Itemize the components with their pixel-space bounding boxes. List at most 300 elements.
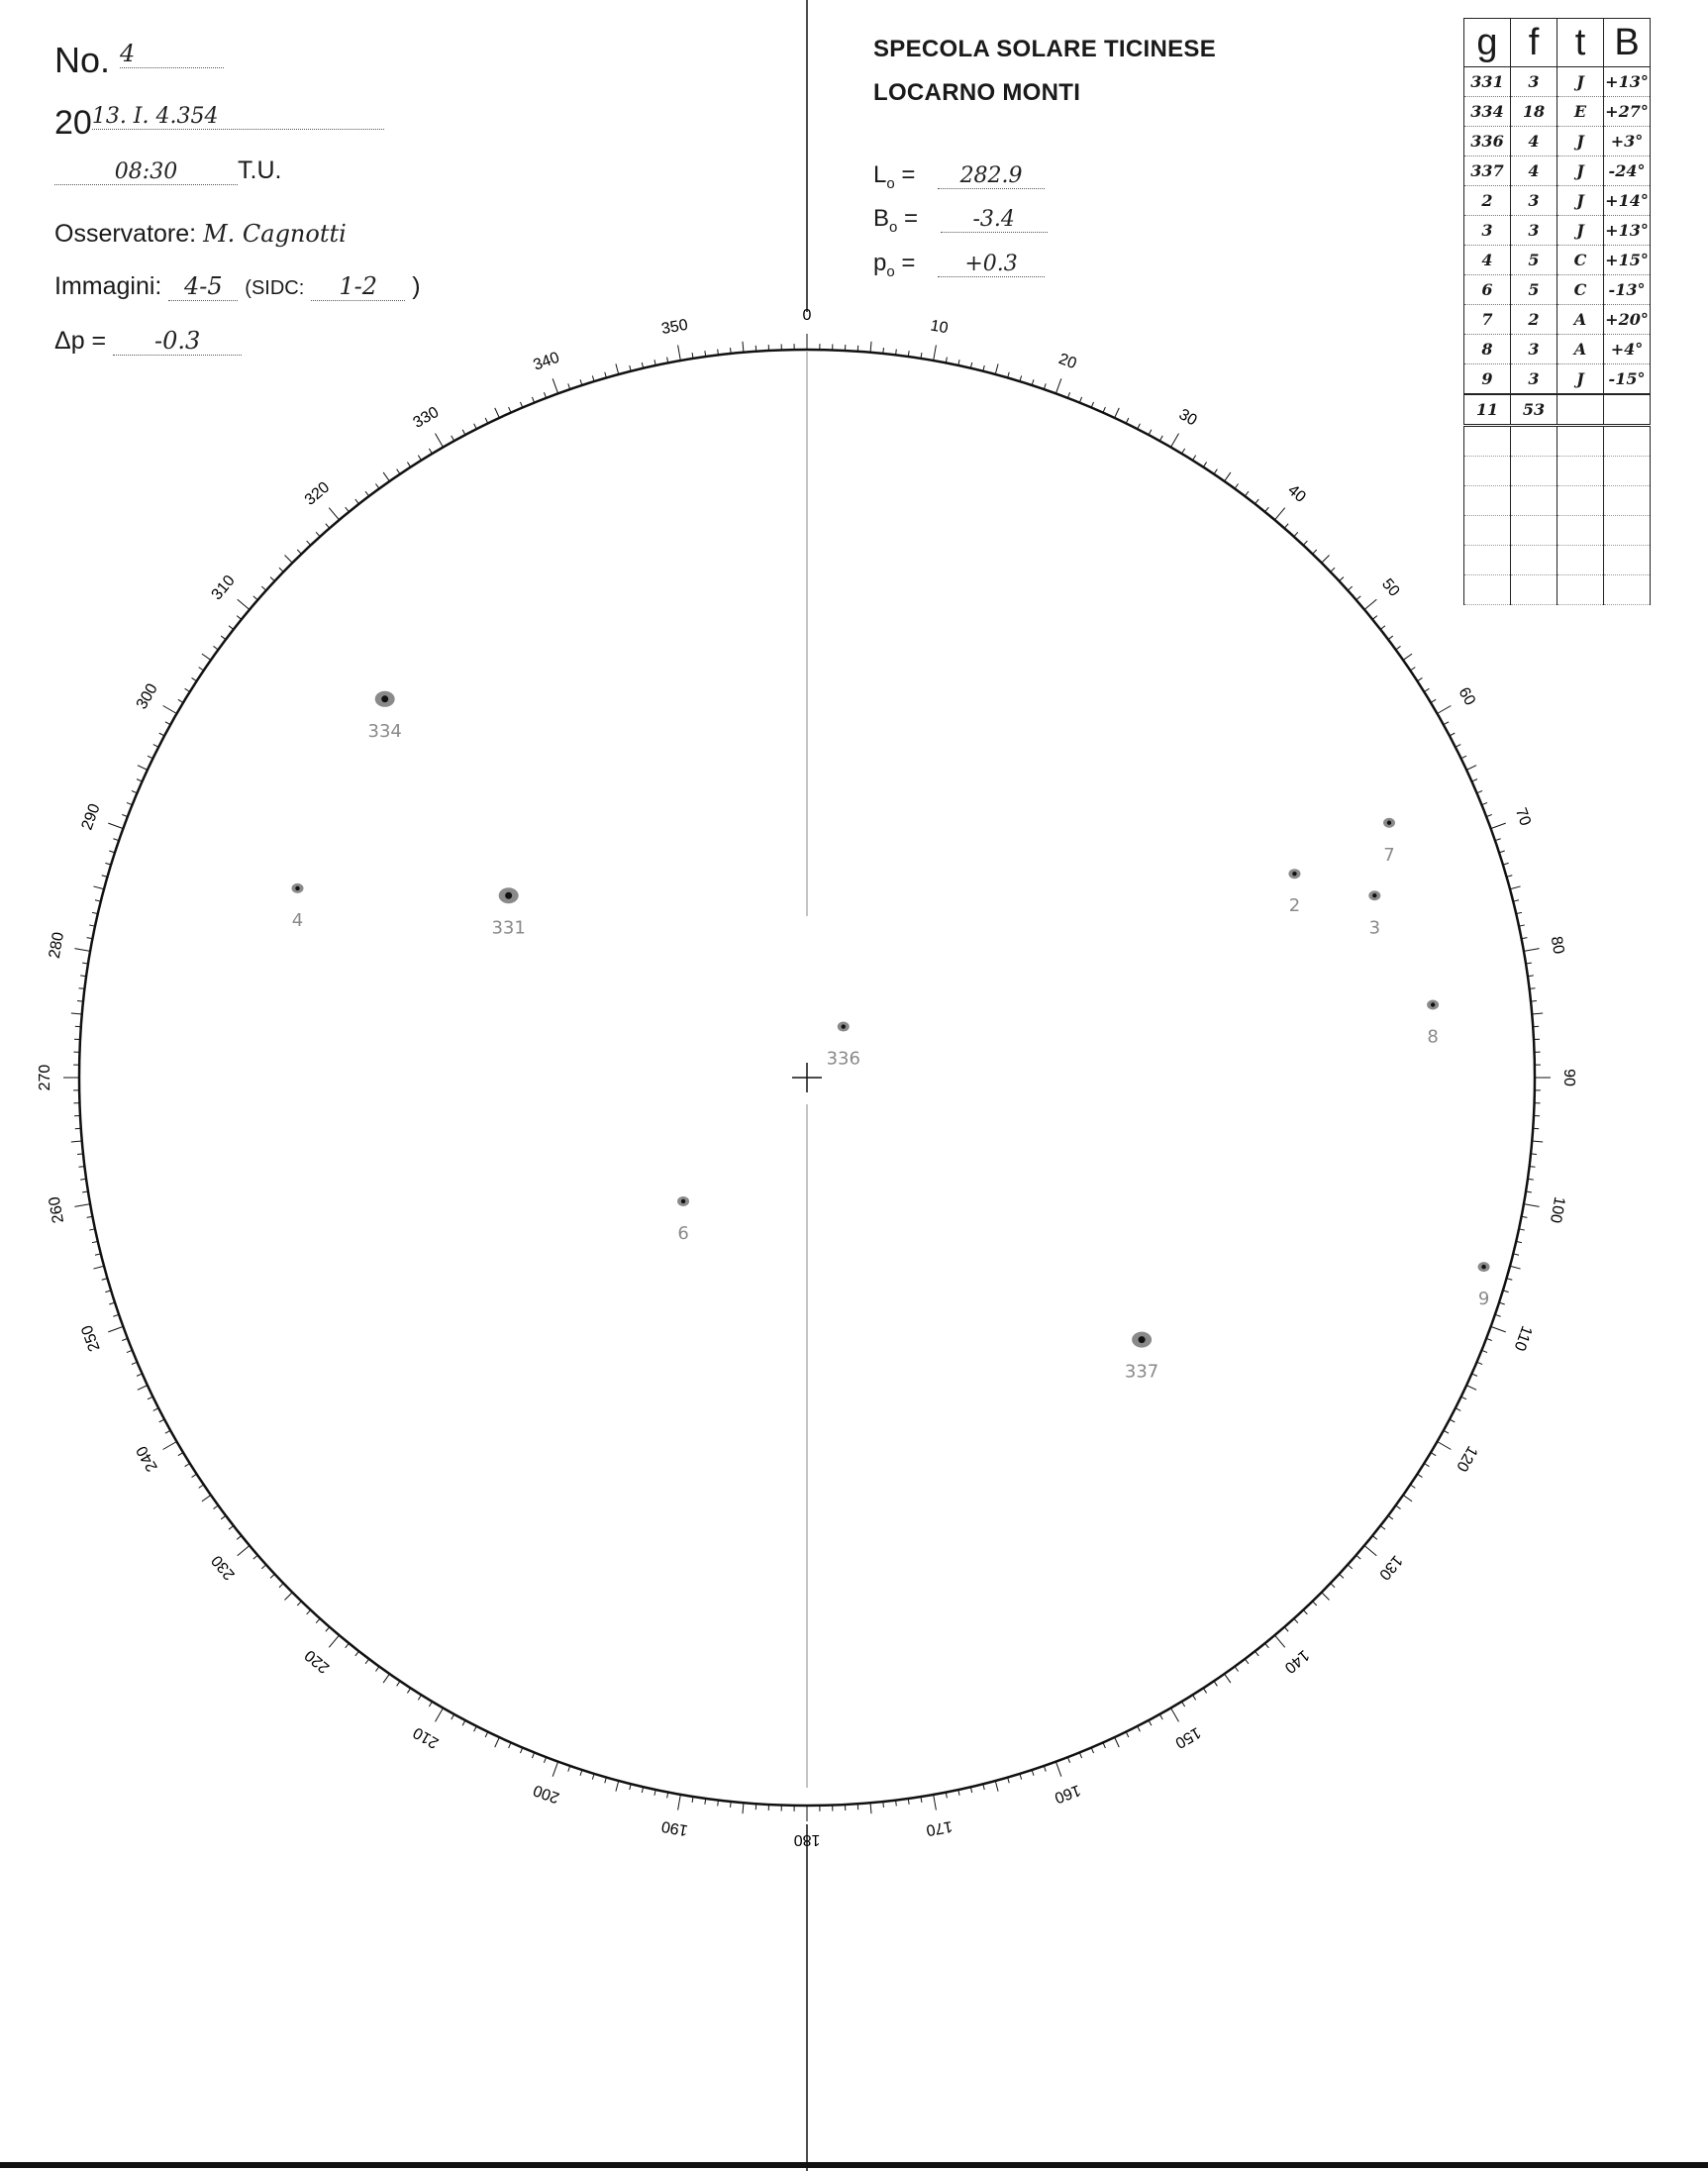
images-label: Immagini: [54,272,162,300]
time-value: 08:30 [54,159,238,185]
degree-tick [1274,508,1284,520]
table-cell: 18 [1511,97,1557,127]
table-cell: +13° [1604,216,1651,246]
degree-tick [383,472,389,481]
sunspot-group-label: 7 [1383,844,1395,866]
degree-tick [1364,1545,1376,1555]
degree-tick [1372,616,1377,620]
sunspot-group-label: 3 [1368,917,1381,939]
table-cell: 9 [1464,364,1511,395]
degree-tick [436,1708,444,1722]
degree-tick [1265,507,1269,512]
degree-tick [407,1688,410,1693]
degree-tick [329,1635,339,1647]
degree-tick [485,418,488,423]
degree-label: 170 [924,1816,954,1839]
degree-label: 50 [1378,575,1403,600]
sunspot-umbra [295,886,299,890]
degree-label: 230 [208,1551,239,1584]
observer-value: M. Cagnotti [203,220,347,248]
degree-label: 220 [301,1646,334,1677]
degree-tick [616,363,619,374]
table-cell: +3° [1604,127,1651,156]
degree-tick [1303,1610,1307,1614]
degree-tick [452,436,454,441]
degree-tick [1313,1602,1317,1605]
degree-tick [1274,1635,1284,1647]
l0-sub: o [886,174,895,192]
degree-tick [270,577,274,581]
degree-tick [1403,654,1412,660]
degree-tick [1313,550,1317,554]
degree-tick [1303,541,1307,545]
degree-tick [1431,1453,1436,1456]
sunspot-umbra [1139,1336,1146,1343]
degree-tick [1322,1593,1330,1601]
degree-tick [1372,1536,1377,1540]
table-cell: J [1557,156,1604,186]
degree-label: 320 [301,478,334,509]
degree-tick [934,1795,937,1810]
degree-label: 30 [1175,405,1200,430]
header-t: t [1557,19,1604,67]
table-cell: -15° [1604,364,1651,395]
table-cell: 331 [1464,67,1511,97]
degree-tick [159,733,164,736]
sunspot-group-label: 334 [367,720,402,742]
degree-tick [346,1643,350,1648]
degree-tick [1532,1013,1543,1014]
observatory-location: LOCARNO MONTI [873,79,1081,106]
degree-tick [462,430,465,435]
degree-tick [279,568,283,571]
degree-tick [1424,688,1429,691]
degree-tick [1192,456,1195,461]
degree-tick [192,677,197,680]
degree-label: 0 [802,307,812,325]
degree-tick [678,1795,681,1810]
degree-tick [1388,636,1393,640]
table-cell: J [1557,186,1604,216]
degree-tick [1340,577,1344,581]
degree-tick [452,1714,454,1719]
degree-tick [229,1526,234,1530]
degree-tick [870,342,871,353]
degree-tick [485,1732,488,1737]
degree-tick [1225,472,1231,481]
degree-tick [185,688,190,691]
degree-label: 210 [410,1723,443,1752]
l0-value: 282.9 [938,163,1045,189]
header-g: g [1464,19,1511,67]
sunspot-group-label: 337 [1124,1361,1159,1383]
degree-tick [397,1681,400,1686]
degree-tick [1424,1463,1429,1466]
table-cell: 3 [1511,364,1557,395]
degree-tick [1388,1515,1393,1519]
p0-eq: = [901,250,916,276]
degree-tick [93,886,104,889]
degree-tick [1294,532,1298,536]
degree-tick [616,1781,619,1792]
degree-tick [1245,491,1249,496]
sunspot-group-label: 4 [291,909,304,931]
degree-label: 130 [1375,1551,1406,1584]
degree-label: 110 [1510,1323,1536,1354]
b0-eq: = [904,205,919,232]
degree-tick [202,654,211,660]
degree-tick [355,1651,359,1656]
degree-tick [1256,499,1259,504]
degree-tick [1340,1574,1344,1578]
sunspot-umbra [505,892,512,899]
degree-tick [284,555,292,563]
degree-label: 140 [1280,1646,1313,1677]
degree-tick [1524,949,1540,952]
degree-tick [1466,1386,1476,1391]
table-cell: 3 [1511,186,1557,216]
degree-tick [995,1781,998,1792]
degree-tick [329,508,339,520]
degree-tick [1438,1442,1452,1450]
degree-tick [1284,524,1288,529]
degree-tick [995,363,998,374]
degree-tick [214,1505,219,1509]
degree-label: 80 [1547,935,1567,956]
degree-label: 250 [78,1322,104,1354]
degree-label: 200 [531,1781,562,1807]
degree-tick [397,469,400,474]
degree-tick [297,550,301,554]
degree-tick [365,491,369,496]
degree-tick [1171,434,1179,448]
table-cell: J [1557,67,1604,97]
table-cell: +27° [1604,97,1651,127]
degree-tick [163,706,177,714]
degree-tick [1265,1643,1269,1648]
header-b: B [1604,19,1651,67]
degree-tick [1294,1618,1298,1622]
degree-tick [138,1386,148,1391]
sidc-label: (SIDC: [245,277,305,299]
degree-tick [1396,1505,1401,1509]
sunspot-group-label: 8 [1427,1026,1439,1048]
delta-p-value: -0.3 [113,327,242,356]
degree-label: 330 [410,403,443,432]
table-cell: C [1557,246,1604,275]
degree-tick [365,1659,369,1664]
degree-label: 190 [659,1816,690,1839]
table-cell: E [1557,97,1604,127]
degree-tick [1182,449,1185,454]
table-cell: 3 [1511,216,1557,246]
degree-tick [731,1802,732,1808]
year-prefix: 20 [54,104,92,142]
degree-tick [153,1408,158,1411]
sunspot-group-label: 336 [826,1048,860,1070]
degree-tick [1417,1474,1422,1477]
degree-tick [284,1593,292,1601]
degree-tick [138,766,148,771]
degree-tick [108,823,123,828]
degree-label: 150 [1171,1723,1204,1752]
degree-tick [192,1474,197,1477]
degree-tick [495,1737,500,1747]
degree-tick [1126,1732,1129,1737]
degree-tick [221,1515,226,1519]
table-cell: 336 [1464,127,1511,156]
degree-tick [1510,886,1521,889]
b0-label: B [873,205,890,232]
degree-label: 300 [133,680,161,713]
degree-tick [1466,766,1476,771]
degree-tick [407,463,410,467]
degree-tick [1444,722,1449,725]
degree-label: 340 [531,349,562,374]
degree-tick [297,1602,301,1605]
degree-tick [731,348,732,354]
degree-label: 20 [1055,351,1079,373]
table-cell: 4 [1511,127,1557,156]
degree-tick [1410,1485,1415,1488]
degree-tick [165,1430,170,1433]
table-cell: 3 [1464,216,1511,246]
table-cell: J [1557,364,1604,395]
degree-tick [202,1496,211,1501]
degree-tick [1126,418,1129,423]
table-cell: 7 [1464,305,1511,335]
degree-tick [159,1419,164,1422]
degree-tick [74,949,90,952]
degree-label: 260 [46,1194,68,1225]
delta-p-label: Δp = [54,327,107,355]
degree-tick [1364,599,1376,609]
degree-tick [163,1442,177,1450]
degree-label: 160 [1052,1781,1083,1807]
degree-tick [1491,823,1506,828]
degree-tick [1214,469,1217,474]
degree-tick [93,1266,104,1269]
degree-tick [326,1627,330,1632]
degree-label: 270 [37,1064,54,1091]
table-cell: 53 [1511,394,1557,426]
degree-tick [355,499,359,504]
degree-label: 350 [659,316,690,339]
degree-tick [1403,1496,1412,1501]
degree-tick [1532,1141,1543,1142]
sunspot-group-label: 6 [677,1222,689,1244]
degree-tick [1438,706,1452,714]
degree-label: 70 [1511,805,1534,829]
degree-tick [418,456,421,461]
table-cell: +20° [1604,305,1651,335]
degree-tick [383,1674,389,1683]
degree-tick [185,1463,190,1466]
p0-value: +0.3 [938,252,1045,277]
sunspot-groups [292,691,1490,1383]
degree-tick [1491,1326,1506,1331]
table-cell: 3 [1511,335,1557,364]
degree-tick [495,408,500,418]
sunspot-group-label: 331 [491,917,526,939]
time-unit: T.U. [238,156,282,184]
degree-tick [77,1154,83,1155]
table-cell: 6 [1464,275,1511,305]
sheet-number-value: 4 [120,40,224,68]
degree-tick [237,1536,242,1540]
sunspot-group-label: 2 [1288,895,1301,917]
sidc-close: ) [412,272,421,300]
degree-tick [743,1803,744,1813]
degree-tick [346,507,350,512]
degree-tick [214,646,219,650]
degree-label: 60 [1455,684,1479,709]
date-value: 13. I. 4.354 [92,104,384,130]
table-cell: +15° [1604,246,1651,275]
degree-tick [261,586,265,590]
degree-tick [1450,733,1455,736]
degree-label: 310 [208,571,239,604]
degree-tick [1214,1681,1217,1686]
table-cell: 11 [1464,394,1511,426]
degree-tick [678,345,681,361]
degree-tick [1396,646,1401,650]
degree-tick [474,424,477,429]
degree-tick [1159,1714,1162,1719]
degree-tick [436,434,444,448]
degree-tick [1115,1737,1120,1747]
degree-tick [326,524,330,529]
degree-tick [1456,1408,1460,1411]
table-cell: A [1557,305,1604,335]
p0-sub: o [886,262,895,280]
degree-tick [77,1001,83,1002]
sunspot-umbra [1292,872,1296,876]
degree-tick [270,1574,274,1578]
b0-value: -3.4 [941,207,1048,233]
sunspot-umbra [1387,821,1391,825]
sunspot-umbra [681,1199,685,1203]
degree-tick [1450,1419,1455,1422]
degree-tick [1380,1526,1385,1530]
sunspot-umbra [381,695,388,702]
table-cell: 3 [1511,67,1557,97]
degree-tick [1348,586,1352,590]
table-cell: 337 [1464,156,1511,186]
degree-tick [418,1695,421,1700]
degree-tick [1256,1651,1259,1656]
degree-tick [553,1762,557,1777]
degree-tick [1417,677,1422,680]
degree-tick [462,1720,465,1725]
table-cell: 4 [1464,246,1511,275]
degree-tick [1331,1584,1335,1588]
degree-label: 100 [1546,1194,1568,1225]
degree-tick [253,1555,258,1559]
p0-label: p [873,250,887,276]
degree-tick [279,1584,283,1588]
degree-tick [1431,699,1436,702]
degree-tick [1149,430,1152,435]
degree-tick [1055,378,1060,393]
degree-tick [1410,668,1415,671]
observer-label: Osservatore: [54,220,197,248]
sidc-value: 1-2 [311,272,405,301]
degree-tick [1192,1695,1195,1700]
table-cell: +4° [1604,335,1651,364]
table-cell: 2 [1464,186,1511,216]
degree-tick [1444,1430,1449,1433]
table-cell: J [1557,216,1604,246]
header-f: f [1511,19,1557,67]
degree-tick [1245,1659,1249,1664]
degree-tick [1524,1204,1540,1207]
degree-tick [1055,1762,1060,1777]
degree-tick [148,756,152,759]
degree-tick [1456,745,1460,748]
degree-tick [870,1803,871,1813]
degree-tick [74,1204,90,1207]
degree-tick [108,1326,123,1331]
degree-tick [1531,1001,1537,1002]
sunspot-umbra [1431,1002,1435,1006]
degree-tick [1138,424,1141,429]
degree-tick [934,345,937,361]
degree-tick [1461,756,1466,759]
degree-tick [178,1453,183,1456]
degree-label: 240 [133,1442,161,1475]
degree-tick [148,1396,152,1399]
table-cell: +14° [1604,186,1651,216]
degree-tick [199,668,204,671]
degree-tick [375,1667,379,1672]
sheet-number-label: No. [54,40,111,80]
table-cell: 4 [1511,156,1557,186]
degree-tick [1461,1396,1466,1399]
degree-tick [375,484,379,489]
degree-tick [1348,1565,1352,1569]
table-cell: J [1557,127,1604,156]
degree-tick [1356,1555,1361,1559]
degree-tick [1380,626,1385,630]
table-cell: 8 [1464,335,1511,364]
degree-tick [316,1618,320,1622]
table-cell: -13° [1604,275,1651,305]
sunspot-umbra [1481,1265,1485,1269]
degree-label: 280 [46,930,68,961]
degree-label: 90 [1559,1069,1577,1086]
degree-tick [1115,408,1120,418]
degree-label: 290 [78,801,104,833]
observatory-name: SPECOLA SOLARE TICINESE [873,36,1217,62]
degree-tick [883,1802,884,1808]
degree-tick [261,1565,265,1569]
table-cell: 5 [1511,246,1557,275]
degree-tick [883,348,884,354]
table-cell: 2 [1511,305,1557,335]
degree-tick [1203,1688,1206,1693]
degree-tick [1159,436,1162,441]
degree-label: 180 [793,1830,821,1848]
degree-tick [1531,1154,1537,1155]
degree-tick [153,745,158,748]
degree-tick [1356,596,1361,600]
l0-eq: = [901,161,916,188]
degree-tick [229,626,234,630]
degree-tick [429,449,432,454]
degree-tick [307,1610,311,1614]
degree-tick [178,699,183,702]
